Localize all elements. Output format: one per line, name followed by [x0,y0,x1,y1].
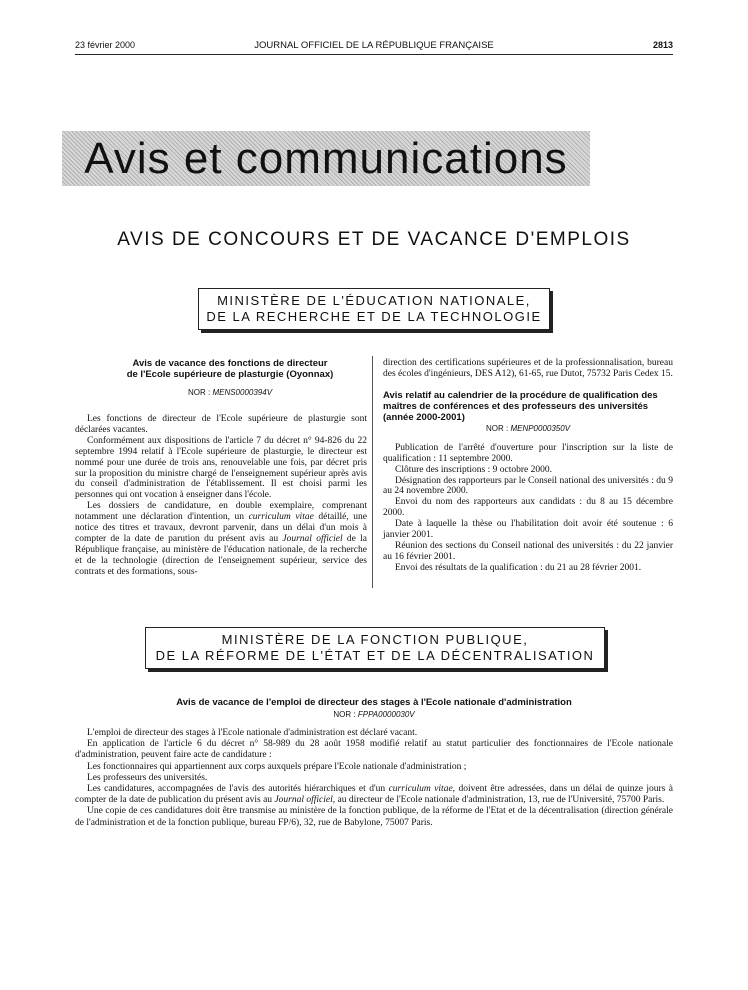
notice3-paragraph: En application de l'article 6 du décret n° 58-989 du 28 août 1958 modifié relatif au statut particulier des fonctionnaires de l'Ecole nationale d'administration, peuvent faire acte de candidature : [75,739,673,761]
notice2-paragraph: Réunion des sections du Conseil national des universités : du 22 janvier au 16 février 2001. [383,540,673,562]
ministry-box-fonction-publique [145,627,605,669]
notice1-paragraph: Conformément aux dispositions de l'article 7 du décret n° 94-826 du 22 septembre 1994 relatif à l'Ecole supérieure de plasturgie, le directeur est nommé pour une durée de trois ans, renouvelable une fois, par décret pris sur la proposition du ministre chargé de l'enseignement supérieur après avis du conseil d'administration de l'établissement. Il est choisi parmi les personnes qui ont vocation à enseigner dans l'école. [75,435,367,501]
ministry-box-line1: MINISTÈRE DE LA FONCTION PUBLIQUE, [221,632,529,647]
header-journal-title: JOURNAL OFFICIEL DE LA RÉPUBLIQUE FRANÇAISE [254,40,494,51]
nor-label: NOR : [485,423,509,433]
column-divider [372,356,373,588]
notice3-nor [75,710,673,719]
notice3-paragraph: Les professeurs des universités. [87,772,208,783]
nor-code: MENP0000350V [510,423,571,433]
notice3-paragraph: Une copie de ces candidatures doit être transmise au ministère de la fonction publique, de la réforme de l'Etat et de la décentralisation (direction générale de l'administration et de la fonction publique, bureau FP/6), 32, rue de Babylone, 75007 Paris. [75,806,673,828]
header-date: 23 février 2000 [75,40,136,50]
notice3-paragraph: Les candidatures, accompagnées de l'avis des autorités hiérarchiques et d'un curriculum vitae, doivent être adressées, dans un délai de quinze jours à compter de la date de publication du présent avis au Journal officiel, au directeur de l'Ecole nationale d'administration, 13, rue de l'Université, 75700 Paris. [75,784,674,806]
notice3-header [75,697,673,719]
ministry-box-line2: DE LA RÉFORME DE L'ÉTAT ET DE LA DÉCENTRALISATION [155,648,595,663]
section-banner [62,131,590,186]
notice3-title: Avis de vacance de l'emploi de directeur des stages à l'Ecole nationale d'administration [176,697,572,708]
section-title: AVIS DE CONCOURS ET DE VACANCE D'EMPLOIS [117,229,631,250]
notice2-paragraph: Publication de l'arrêté d'ouverture pour l'inscription sur la liste de qualification : 11 septembre 2000. [383,442,673,464]
ministry-box-line2: DE LA RECHERCHE ET DE LA TECHNOLOGIE [206,309,542,324]
notice3-paragraph: Les fonctionnaires qui appartiennent aux corps auxquels prépare l'Ecole nationale d'administration ; [87,761,467,772]
nor-label: NOR : [333,710,356,719]
ministry-box-line1: MINISTÈRE DE L'ÉDUCATION NATIONALE, [217,293,531,308]
notice1-title-line2: de l'Ecole supérieure de plasturgie (Oyonnax) [126,369,334,380]
notice1-paragraph-continued: direction des certifications supérieures et de la professionnalisation, bureau des écoles d'ingénieurs, DES A12), 61-65, rue Dutot, 75732 Paris Cedex 15. [383,358,673,379]
banner-title: Avis et communications [84,134,568,183]
ministry-box-education [198,288,550,330]
header-rule [75,54,673,55]
notice2-paragraph: Envoi du nom des rapporteurs aux candidats : du 8 au 15 décembre 2000. [383,497,673,519]
notice-left-column [75,358,367,578]
nor-code: FPPA0000030V [357,710,415,719]
notice2-paragraph: Envoi des résultats de la qualification : du 21 au 28 février 2001. [395,562,642,573]
notice1-title-line1: Avis de vacance des fonctions de directeur [132,358,328,369]
notice1-nor [75,388,367,397]
notice2-paragraph: Clôture des inscriptions : 9 octobre 2000. [395,464,552,475]
notice2-paragraph: Désignation des rapporteurs par le Conseil national des universités : du 9 au 24 novembre 2000. [383,475,673,497]
notice1-paragraph: Les fonctions de directeur de l'Ecole supérieure de plasturgie sont déclarées vacantes. [75,414,367,435]
notice3-body [75,728,673,829]
notice2-title: Avis relatif au calendrier de la procédure de qualification des maîtres de conférences et des professeurs des universités (année 2000-2001) [383,389,658,423]
nor-code: MENS0000394V [212,388,273,397]
notice2-nor [383,424,673,433]
nor-label: NOR : [187,388,211,397]
notice3-paragraph: L'emploi de directeur des stages à l'Ecole nationale d'administration est déclaré vacant. [87,728,418,738]
notice2-paragraph: Date à laquelle la thèse ou l'habilitation doit avoir été soutenue : 6 janvier 2001. [383,519,673,541]
header-page-number: 2813 [652,40,673,50]
notice-right-column [383,358,673,574]
notice1-paragraph: Les dossiers de candidature, en double exemplaire, comprenant notamment une déclaration d'intention, un curriculum vitae détaillé, une notice des titres et travaux, devront parvenir, dans un délai d'un mois à compter de la date de parution du présent avis au Journal officiel de la République française, au ministère de l'éducation nationale, de la recherche et de la technologie (direction de l'enseignement supérieur, service des contrats et des formations, sous- [75,501,367,577]
